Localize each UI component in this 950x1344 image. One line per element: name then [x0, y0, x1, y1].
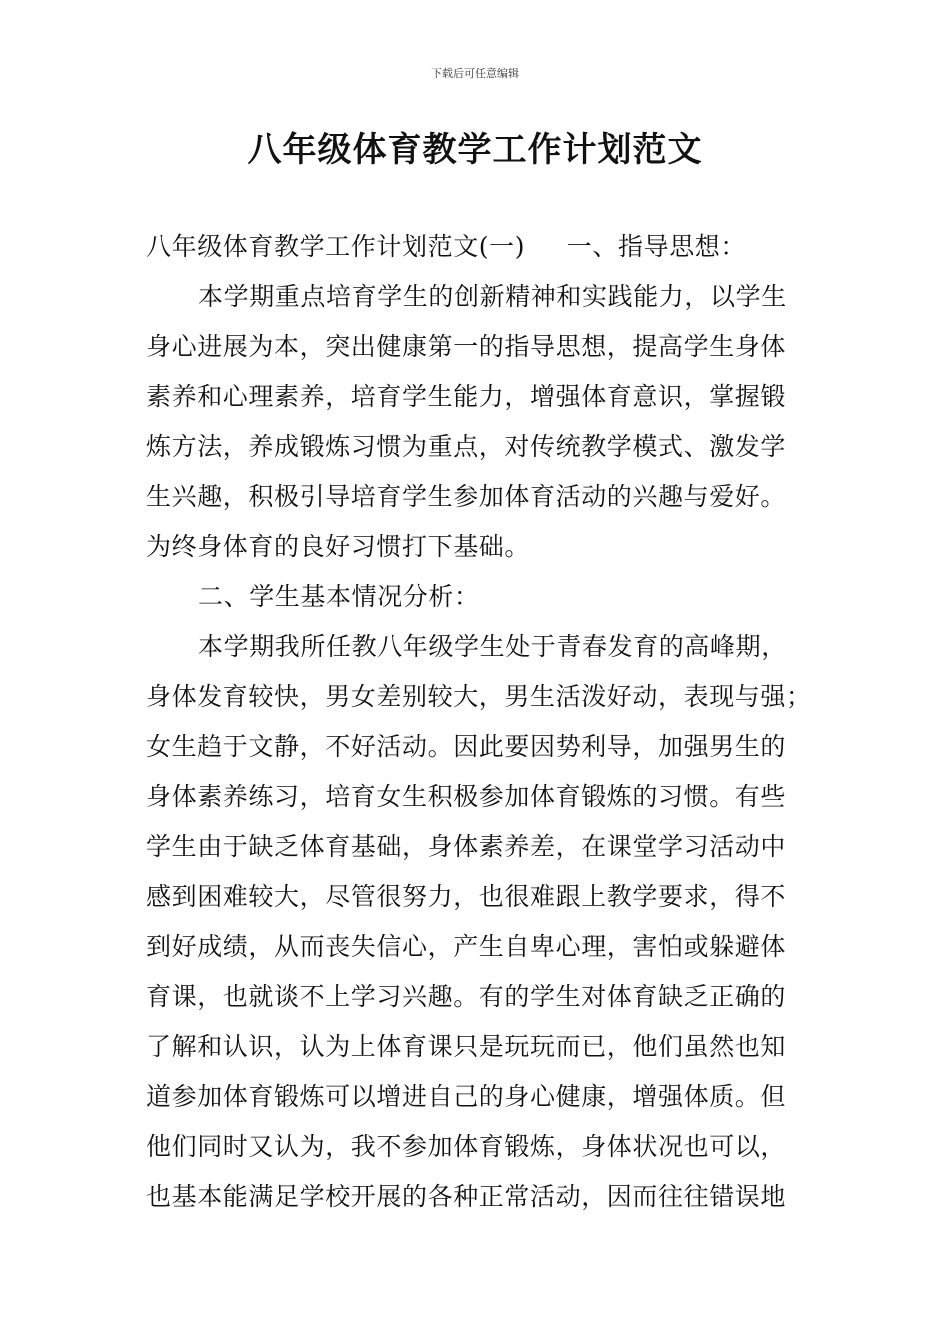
paragraph-line: 到好成绩，从而丧失信心，产生自卑心理，害怕或躲避体	[146, 932, 787, 961]
paragraph-line: 了解和认识，认为上体育课只是玩玩而已，他们虽然也知	[146, 1032, 787, 1061]
paragraph-line: 他们同时又认为，我不参加体育锻炼，身体状况也可以，	[146, 1132, 787, 1161]
page-title: 八年级体育教学工作计划范文	[247, 130, 703, 170]
paragraph-line: 素养和心理素养，培育学生能力，增强体育意识，掌握锻	[146, 382, 787, 411]
paragraph-line: 身心进展为本，突出健康第一的指导思想，提高学生身体	[146, 332, 787, 361]
document-body	[146, 222, 812, 1222]
paragraph-1	[146, 272, 806, 572]
header-note: 下载后可任意编辑	[431, 67, 519, 80]
paragraph-line: 女生趋于文静，不好活动。因此要因势利导，加强男生的	[146, 732, 787, 761]
section2-heading: 二、学生基本情况分析：	[198, 582, 480, 611]
paragraph-line: 身体素养练习，培育女生积极参加体育锻炼的习惯。有些	[146, 782, 787, 811]
paragraph-line: 为终身体育的良好习惯打下基础。	[146, 532, 531, 561]
paragraph-line: 也基本能满足学校开展的各种正常活动，因而往往错误地	[146, 1182, 787, 1211]
paragraph-line: 生兴趣，积极引导培育学生参加体育活动的兴趣与爱好。	[146, 482, 787, 511]
paragraph-line: 学生由于缺乏体育基础，身体素养差，在课堂学习活动中	[146, 832, 787, 861]
paragraph-line: 本学期重点培育学生的创新精神和实践能力，以学生	[198, 282, 787, 311]
section1-heading: 一、指导思想：	[566, 232, 746, 261]
paragraph-line: 身体发育较快，男女差别较大，男生活泼好动，表现与强；	[146, 682, 812, 711]
paragraph-line: 道参加体育锻炼可以增进自己的身心健康，增强体质。但	[146, 1082, 787, 1111]
subtitle-line	[146, 222, 806, 272]
paragraph-2	[146, 622, 812, 1222]
subtitle: 八年级体育教学工作计划范文(一)	[146, 232, 526, 261]
paragraph-line: 本学期我所任教八年级学生处于青春发育的高峰期，	[198, 632, 787, 661]
paragraph-line: 炼方法，养成锻炼习惯为重点，对传统教学模式、激发学	[146, 432, 787, 461]
paragraph-line: 育课，也就谈不上学习兴趣。有的学生对体育缺乏正确的	[146, 982, 787, 1011]
paragraph-line: 感到困难较大，尽管很努力，也很难跟上教学要求，得不	[146, 882, 787, 911]
